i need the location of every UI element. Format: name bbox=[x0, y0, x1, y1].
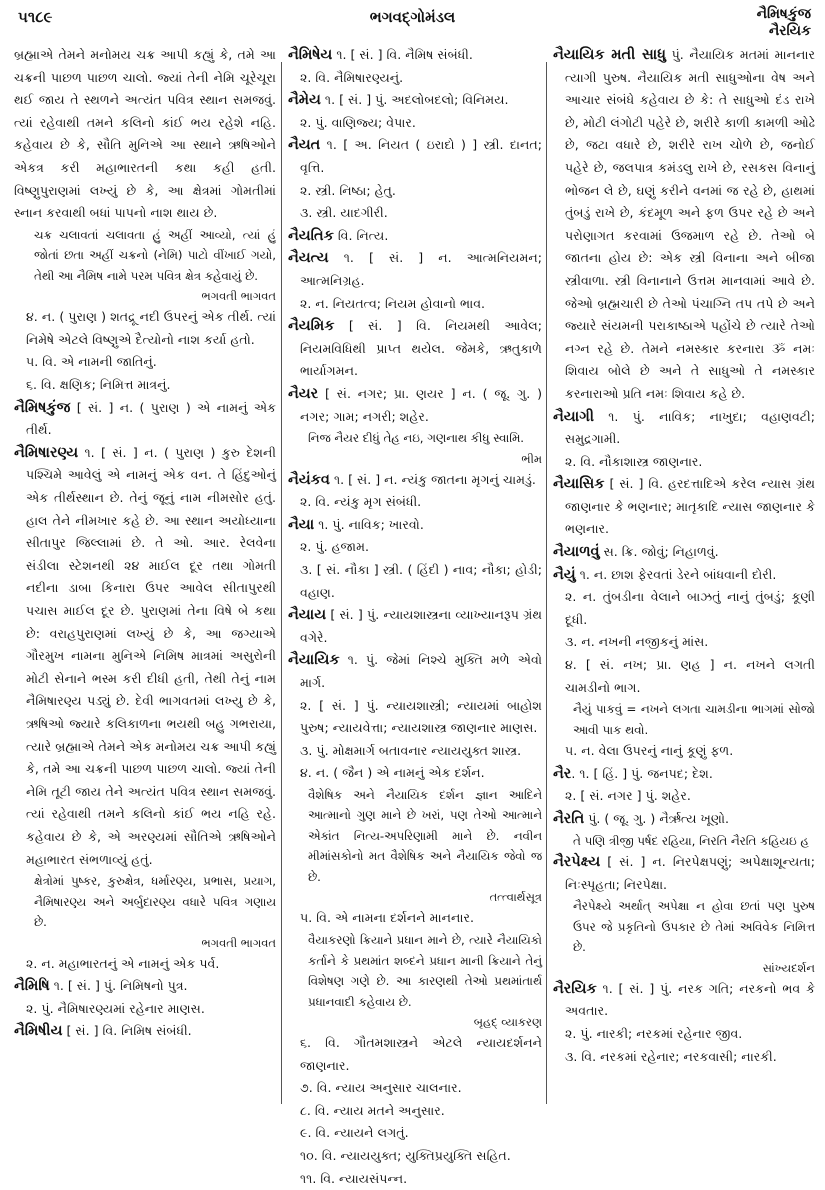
entry-sense: ૬. વિ. ક્ષણિક; નિમિત્ત માત્રનું. bbox=[26, 377, 171, 393]
entry-headword: નૈયું bbox=[553, 566, 576, 583]
dictionary-entry bbox=[288, 89, 542, 112]
guide-word-last: નૈરયિક bbox=[768, 23, 811, 39]
entry-headword: નૈયમિક bbox=[288, 318, 335, 335]
citation-source: બૃહદ્ વ્યાકરણ bbox=[473, 1015, 542, 1029]
citation-quote: તે પણિ ત્રીજી પર્ષદ રહિયા, નિરતિ નૈરતિ કહિયઇ હ bbox=[573, 833, 809, 848]
entry-definition: [ સં. ] વિ. હરદત્તાદિએ કરેલ ન્યાસ ગ્રંથ જાણનાર કે ભણનાર; માતૃકાદિ ન્યાસ જાણનાર કે ભણનાર. bbox=[565, 476, 815, 537]
entry-sense: ૨. વિ. ન્યંકુ મૃગ સંબંધી. bbox=[300, 494, 422, 510]
dictionary-entry bbox=[553, 851, 815, 896]
guide-words bbox=[757, 6, 811, 40]
entry-sense: ૮. વિ. ન્યાય મતને અનુસાર. bbox=[300, 1102, 445, 1118]
entry-headword: નૈયાગી bbox=[553, 408, 594, 425]
dictionary-entry bbox=[553, 808, 815, 831]
entry-headword: નૈયતિક bbox=[288, 227, 334, 244]
entry-definition: ૧. [ અ. નિયત ( ઇરાદો ) ] સ્ત્રી. દાનત; વૃત્તિ. bbox=[300, 137, 542, 175]
entry-sense: ૩. વિ. નરકમાં રહેનાર; નરકવાસી; નારકી. bbox=[565, 1048, 777, 1064]
entry-sense: ૧૦. વિ. ન્યાયયુક્ત; યુક્તિપ્રયુક્તિ સહિત. bbox=[300, 1147, 511, 1163]
entry-definition: . ૧. [ હિં. ] પું. જનપદ; દેશ. bbox=[571, 765, 713, 781]
dictionary-entry bbox=[553, 978, 815, 1023]
entry-sense: ૨. ન. તુંબડીના વેલાને બાઝતું નાનું તુંબડું; કૂણી દૂધી. bbox=[565, 589, 815, 627]
entry-sense: ૨. પું. નારકી; નરકમાં રહેનાર જીવ. bbox=[565, 1025, 743, 1041]
entry-headword: નૈયત્ય bbox=[288, 250, 329, 267]
page-header bbox=[0, 0, 825, 44]
entry-sense: ૨. પું. વાણિજ્ય; વેપાર. bbox=[300, 114, 416, 130]
citation-quote: વૈયાકરણો ક્રિયાને પ્રધાન માને છે, ત્યારે નૈયાયિકો કર્તાને કે પ્રથમાંત શબ્દને પ્રધાન માની ક્રિયાને તેનું વિશેષણ ગણે છે. આ કારણથી તેઓ પ્રથમાંતાર્થ પ્રધાનવાદી કહેવાય છે. bbox=[308, 933, 542, 1009]
entry-headword: નૈયાયિક bbox=[288, 652, 340, 669]
entry-sense: ૪. [ સં. નખ; પ્રા. ણહ ] ન. નખને લગતી ચામડીનો ભાગ. bbox=[565, 657, 815, 695]
entry-sense: ૩. [ સં. નૌકા ] સ્ત્રી. ( હિંદી ) નાવ; નૌકા; હોડી; વહાણ. bbox=[300, 561, 542, 600]
citation-quote: વૈશેષિક અને નૈયાયિક દર્શન જ્ઞાન આદિને આત્માનો ગુણ માને છે ખરાં, પણ તેઓ આત્માને એકાંત નિત્ય-અપરિણામી માને છે. નવીન મીમાંસકોનો મત વૈશેષિક અને નૈયાયિક જેવો જ છે. bbox=[308, 787, 542, 884]
dictionary-entry bbox=[288, 225, 542, 248]
citation-quote: નૈયું પાકવું = નખને લગતા ચામડીના ભાગમાં સોજો આવી પાક થવો. bbox=[573, 702, 815, 737]
dictionary-entry bbox=[553, 541, 815, 564]
entry-definition: [ સં. ] વિ. નિમિષ સંબંધી. bbox=[62, 1023, 192, 1039]
entry-headword: નૈમિષારણ્ય bbox=[14, 444, 79, 461]
dictionary-entry bbox=[14, 397, 276, 442]
entry-headword: નૈરપેક્ષ્ય bbox=[553, 854, 601, 871]
dictionary-entry bbox=[288, 315, 542, 383]
entry-sense: ૬. વિ. ગૌતમશાસ્ત્રને એટલે ન્યાયદર્શનને જાણનાર. bbox=[300, 1035, 542, 1073]
dictionary-entry bbox=[288, 247, 542, 292]
entry-sense: ૫. વિ. એ નામની જાતિનું. bbox=[26, 354, 157, 370]
entry-headword: નૈયત bbox=[288, 137, 321, 154]
column-divider bbox=[281, 62, 282, 1104]
entry-definition: ૧. [ સં. ] પું. નરક ગતિ; નરકનો ભવ કે અવતાર. bbox=[565, 980, 815, 1019]
entry-sense: ૩. પું. મોક્ષમાર્ગ બતાવનાર ન્યાયયુક્ત શાસ્ત્ર. bbox=[300, 742, 522, 758]
dictionary-entry bbox=[553, 564, 815, 587]
entry-headword: નૈરયિક bbox=[553, 980, 597, 997]
column-left bbox=[14, 44, 276, 1110]
entry-sense: ૨. પું. નૈમિષારણ્યમાં રહેનાર માણસ. bbox=[26, 1000, 205, 1016]
entry-definition: ૧. પું. જેમાં નિશ્ચે મુક્તિ મળે એવો માર્ગ. bbox=[300, 652, 542, 690]
dictionary-entry bbox=[14, 1020, 276, 1043]
entry-definition: [ સં. ] ન. નિરપેક્ષપણું; અપેક્ષાશૂન્યતા; નિઃસ્પૃહતા; નિરપેક્ષા. bbox=[565, 854, 815, 892]
citation-source: ભગવતી ભાગવત bbox=[201, 935, 276, 950]
entry-sense: ૧૧. વિ. ન્યાયસંપન્ન. bbox=[300, 1170, 408, 1186]
dictionary-entry bbox=[553, 763, 815, 786]
entry-headword: નૈયાય bbox=[288, 607, 327, 624]
citation-source: ભીમ bbox=[521, 451, 542, 466]
dictionary-entry bbox=[288, 604, 542, 649]
entry-sense: ૯. વિ. ન્યાયને લગતું. bbox=[300, 1125, 409, 1141]
dictionary-entry bbox=[553, 406, 815, 451]
dictionary-entry bbox=[553, 44, 815, 406]
entry-headword: નૈયર bbox=[288, 385, 319, 402]
citation-source: તત્ત્વાર્થસૂત્ર bbox=[489, 890, 542, 905]
entry-sense: ૨. ન. નિયતત્વ; નિયમ હોવાનો ભાવ. bbox=[300, 295, 486, 311]
citation-quote: નૈરપેક્ષ્યે અર્થાત્ અપેક્ષા ન હોવા છતાં પણ પુરુષ ઉપર જે પ્રકૃતિનો ઉપકાર છે તેમાં અવિવેક નિમિત્ત છે. bbox=[573, 899, 815, 955]
entry-sense: ૨. વિ. નૈમિષારણ્યનું. bbox=[300, 69, 404, 85]
entry-definition: ૧. [ સં. ] પું. નિમિષનો પુત્ર. bbox=[49, 978, 188, 994]
entry-sense: ૨. [ સં. નગર ] પું. શહેર. bbox=[565, 788, 691, 804]
entry-definition: [ સં. ] પું. ન્યાયશાસ્ત્રના વ્યાખ્યાનરૂપ ગ્રંથ વગેરે. bbox=[300, 607, 542, 645]
entry-definition: પું. ( જૂ. ગુ. ) નૈર્ઋત્ય ખૂણો. bbox=[584, 811, 730, 826]
entry-headword: નૈયા bbox=[288, 516, 315, 533]
entry-sense: ૩. સ્ત્રી. યાદગીરી. bbox=[300, 205, 388, 221]
entry-headword: નૈમિષિ bbox=[14, 978, 50, 995]
entry-definition: વિ. નિત્ય. bbox=[333, 227, 389, 243]
column-divider bbox=[546, 62, 547, 1104]
entry-definition: ૧. [ સં. ] વિ. નૈમિષ સંબંધી. bbox=[332, 47, 473, 62]
entry-headword: નૈમેય bbox=[288, 92, 321, 109]
entry-sense: ૫. ન. વેલા ઉપરનું નાનું કૂણું ફળ. bbox=[565, 743, 734, 759]
entry-definition: ૧. પું. નાવિક; નાખુદા; વહાણવટી; સમુદ્રગામી. bbox=[565, 408, 815, 447]
citation-quote: ક્ષેત્રોમાં પુષ્કર, કુરુક્ષેત્ર, ધર્મારણ્ય, પ્રભાસ, પ્રયાગ, નૈમિષારણ્ય અને અર્બુદારણ્ય વધારે પવિત્ર ગણાય છે. bbox=[34, 874, 276, 930]
citation-source: સાંખ્યદર્શન bbox=[762, 960, 815, 975]
entry-headword: નૈર bbox=[553, 765, 572, 782]
entry-definition: સ. ક્રિ. જોવું; નિહાળવું. bbox=[599, 544, 719, 560]
entry-definition: [ સં. નગર; પ્રા. ણયર ] ન. ( જૂ. ગુ. ) નગર; ગામ; નગરી; શહેર. bbox=[300, 385, 542, 424]
dictionary-entry bbox=[288, 134, 542, 179]
entry-sense: ૨. સ્ત્રી. નિષ્ઠા; હેતુ. bbox=[300, 182, 396, 198]
entry-definition: ૧. ન. છાશ ફેરવતાં ડેરને બાંધવાની દોરી. bbox=[575, 566, 777, 582]
book-title: ભગવદ્ગોમંડલ bbox=[369, 8, 456, 26]
entry-definition: ૧. [ સં. ] ન. ( પુરાણ ) કુરુ દેશની પશ્ચિમે આવેલું એ નામનું એક વન. તે હિંદુઓનું એક તીર્થસ્થાન છે. તેનું જૂનું નામ નીમસોર હતું. હાલ તેને નીમખાર કહે છે. આ સ્થાન અયોધ્યાના સીતાપુર જિલ્લામાં છે. તે ઓ. આર. રેલવેના સંડીલા સ્ટેશનથી ૨૪ માઈલ દૂર તથા ગોમતી નદીના ડાબા કિનારા ઉપર આવેલ સીતાપુરથી પચાસ માઈલ દૂર છે. પુરાણમાં તેના વિષે બે કથા છે: વરાહપુરાણમાં લખ્યું છે કે, આ જગ્યાએ ગૌરમુખ નામના મુનિએ નિમિષ માત્રમાં અસુરોની મોટી સેનાને ભસ્મ કરી દીધી હતી, તેથી તેનું નામ નૈમિષારણ્ય પડ્યું છે. દેવી ભાગવતમાં લખ્યુ છે કે, ઋષિઓ જ્યારે કલિકાળના ભયથી બહુ ગભરાયા, ત્યારે બ્રહ્માએ તેમને એક મનોમય ચક્ર આપી કહ્યું કે, તમે આ ચક્રની પાછળ પાછળ ચાલો. જ્યાં તેની નેમિ તૂટી જાય તેને અત્યંત પવિત્ર સ્થાન સમજવું. ત્યાં રહેવાથી તમને કલિનો કાંઈ ભય નહિ રહે. કહેવાય છે કે, એ અરણ્યમાં સૌતિએ ઋષિઓને મહાભારત સંભળાવ્યું હતું. bbox=[26, 444, 276, 867]
entry-definition: ૧. [ સં. ] ન. આત્મનિયમન; આત્મનિગ્રહ. bbox=[300, 250, 542, 288]
citation-quote: ચક્ર ચલાવતાં ચલાવતા હું અહીં આવ્યો, ત્યાં હું જોતાં છતા અહીં ચક્રનો (નેમિ) પાટો વીંખાઈ ગયો, તેથી આ નૈમિષ નામે પરમ પવિત્ર ક્ષેત્ર કહેવાયું છે. bbox=[34, 227, 276, 283]
entry-definition: ૧. [ સં. ] ન. ન્યંકુ જાતના મૃગનું ચામડું. bbox=[329, 471, 536, 487]
column-middle bbox=[288, 44, 542, 1186]
page-number: ૫૧૮૯ bbox=[18, 8, 53, 26]
dictionary-entry bbox=[14, 442, 276, 871]
entry-sense: ૪. ન. ( જૈન ) એ નામનું એક દર્શન. bbox=[300, 765, 485, 781]
entry-headword: નૈયાળવું bbox=[553, 544, 600, 561]
entry-headword: નૈરતિ bbox=[553, 811, 585, 827]
entry-definition: પું. નૈયાયિક મતમાં માનનાર ત્યાગી પુરુષ. નૈયાયિક મતી સાધુઓના વેષ અને આચાર સંબંધે કહેવાય છે કે: તે સાધુઓ દંડ રાખે છે, મોટી લંગોટી પહેરે છે, શરીરે કાળી કામળી ઓઢે છે, જટા વધારે છે, શરીરે રાખ ચોળે છે, જનોઈ પહેરે છે, જલપાત્ર કમંડલુ રાખે છે, રસકસ વિનાનું ભોજન લે છે, ઘણું કરીને વનમાં જ રહે છે, હાથમાં તુંબડું રાખે છે, કંદમૂળ અને ફળ ઉપર રહે છે અને પરોણાગત કરવામાં ઉજમાળ રહે છે. તેઓ બે જાતના હોય છે: એક સ્ત્રી વિનાના અને બીજા સ્ત્રીવાળા. સ્ત્રી વિનાનાને ઉત્તમ માનવામાં આવે છે. જેઓ બ્રહ્મચારી છે તેઓ પંચાગ્નિ તપ તપે છે અને જ્યારે સંયમની પરાકાષ્ઠાએ પહોંચે છે ત્યારે તેઓ નગ્ન રહે છે. તેમને નમસ્કાર કરનારા ૐ નમઃ શિવાય બોલે છે અને તે સાધુઓ તે નમસ્કાર કરનારાઓ પ્રતિ નમઃ શિવાય કહે છે. bbox=[565, 47, 815, 401]
entry-sense: ૨. વિ. નૌકાશાસ્ત્ર જાણનાર. bbox=[565, 453, 703, 469]
citation-quote: નિજ નૈયર દીધું તેહ નઇ, ગણનાથ કીધુ સ્વામિ. bbox=[308, 431, 525, 446]
entry-sense: ૩. ન. નખની નજીકનું માંસ. bbox=[565, 634, 709, 650]
dictionary-entry bbox=[288, 44, 542, 67]
entry-sense: ૪. ન. ( પુરાણ ) શતદ્રૂ નદી ઉપરનું એક તીર્થ. ત્યાં નિમેષે એટલે વિષ્ણુએ દૈત્યોનો નાશ કર્યા હતો. bbox=[26, 309, 276, 347]
entry-headword: નૈમિષેય bbox=[288, 47, 333, 63]
continued-text: બ્રહ્માએ તેમને મનોમય ચક્ર આપી કહ્યું કે, તમે આ ચક્રની પાછળ પાછળ ચાલો. જ્યાં તેની નેમિ ચૂરેચૂરા થઈ જાય તે સ્થળને અત્યંત પવિત્ર સ્થાન સમજવું. ત્યાં રહેવાથી તમને કલિનો કાંઈ ભય રહેશે નહિ. કહેવાય છે કે, સૌતિ મુનિએ આ સ્થાને ઋષિઓને એકત્ર કરી મહાભારતની કથા કહી હતી. વિષ્ણુપુરાણમાં લખ્યું છે કે, આ ક્ષેત્રમાં ગોમતીમાં સ્નાન કરવાથી બધાં પાપનો નાશ થાય છે. bbox=[14, 47, 276, 221]
entry-definition: ૧. [ સં. ] પું. અદલોબદલો; વિનિમય. bbox=[320, 92, 509, 108]
entry-definition: ૧. પું. નાવિક; ખારવો. bbox=[314, 516, 424, 532]
entry-sense: ૨. પું. હજામ. bbox=[300, 539, 369, 555]
dictionary-entry bbox=[288, 514, 542, 537]
entry-sense: ૫. વિ. એ નામના દર્શનને માનનાર. bbox=[300, 910, 474, 926]
dictionary-entry bbox=[553, 473, 815, 541]
dictionary-entry bbox=[14, 975, 276, 998]
entry-headword: નૈયાયિક મતી સાધુ bbox=[553, 47, 666, 63]
dictionary-entry bbox=[288, 383, 542, 428]
guide-word-first: નૈમિષકુંજ bbox=[756, 6, 811, 22]
entry-headword: નૈમિષીય bbox=[14, 1023, 63, 1040]
dictionary-entry bbox=[288, 649, 542, 694]
entry-sense: ૭. વિ. ન્યાય અનુસાર ચાલનાર. bbox=[300, 1080, 462, 1096]
column-right bbox=[553, 44, 815, 1110]
entry-definition: [ સં. ] ન. ( પુરાણ ) એ નામનું એક તીર્થ. bbox=[26, 399, 276, 438]
dictionary-entry bbox=[288, 469, 542, 492]
entry-sense: ૨. ન. મહાભારતનું એ નામનું એક પર્વ. bbox=[26, 955, 220, 971]
entry-headword: નૈયાસિક bbox=[553, 476, 605, 493]
entry-headword: નૈમિષકુંજ bbox=[14, 399, 71, 416]
entry-sense: ૨. [ સં. ] પું. ન્યાયશાસ્ત્રી; ન્યાયમાં બાહોશ પુરુષ; ન્યાયવેત્તા; ન્યાયશાસ્ત્ર જાણનાર માણસ. bbox=[300, 697, 542, 736]
entry-definition: [ સં. ] વિ. નિયમથી આવેલ; નિયમવિધિથી પ્રાપ્ત થયેલ. જેમકે, ઋતુકાળે ભાર્યાગમન. bbox=[300, 318, 542, 379]
entry-headword: નૈયંકવ bbox=[288, 471, 330, 488]
citation-source: ભગવતી ભાગવત bbox=[201, 289, 276, 304]
